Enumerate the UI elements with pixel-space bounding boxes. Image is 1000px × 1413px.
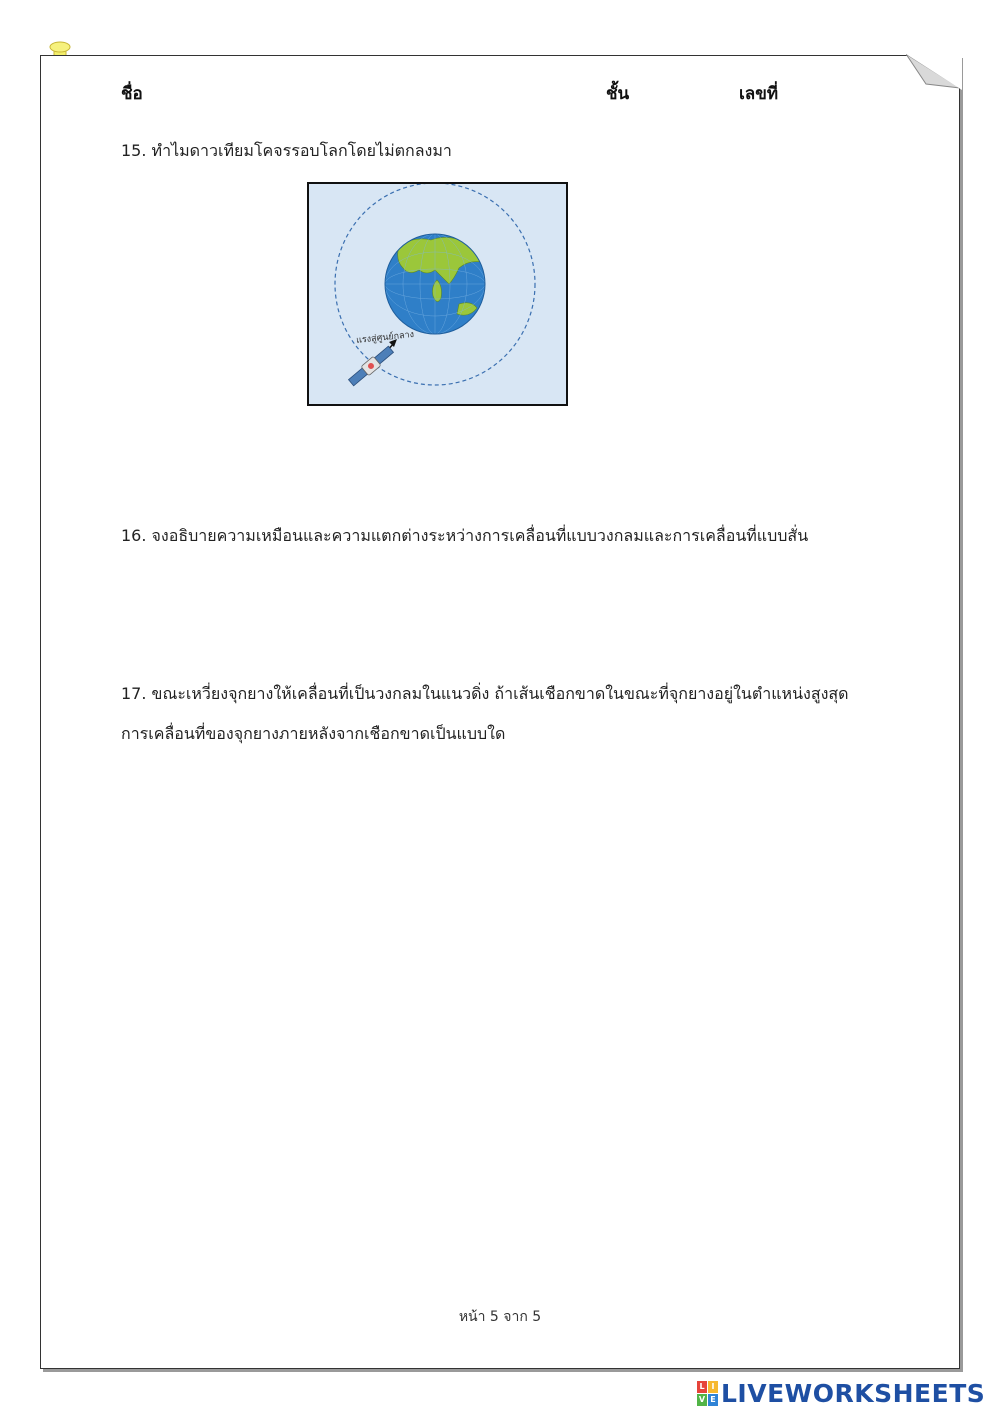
page-corner-fold-icon <box>906 54 962 90</box>
class-label: ชั้น <box>606 84 630 104</box>
earth-globe-icon <box>385 234 485 334</box>
page-number: หน้า 5 จาก 5 <box>458 1309 542 1325</box>
satellite-icon <box>347 345 395 388</box>
centripetal-force-label: แรงสู่ศูนย์กลาง <box>355 329 415 347</box>
logo-blocks-icon: L I V E <box>697 1381 718 1406</box>
question-17-line-1: 17. ขณะเหวี่ยงจุกยางให้เคลื่อนที่เป็นวงกลมในแนวดิ่ง ถ้าเส้นเชือกขาดในขณะที่จุกยางอยู่ในตำแหน่งสูงสุด <box>121 684 849 703</box>
question-16: 16. จงอธิบายความเหมือนและความแตกต่างระหว่างการเคลื่อนที่แบบวงกลมและการเคลื่อนที่แบบสั่น <box>121 526 809 545</box>
question-15: 15. ทำไมดาวเทียมโคจรรอบโลกโดยไม่ตกลงมา <box>121 141 452 160</box>
logo-text: LIVEWORKSHEETS <box>721 1378 986 1408</box>
name-label: ชื่อ <box>121 84 143 104</box>
question-17-line-2: การเคลื่อนที่ของจุกยางภายหลังจากเชือกขาดเป็นแบบใด <box>121 724 506 743</box>
satellite-orbit-figure <box>307 182 568 406</box>
student-number-label: เลขที่ <box>739 84 779 104</box>
liveworksheets-logo[interactable] <box>697 1378 985 1408</box>
